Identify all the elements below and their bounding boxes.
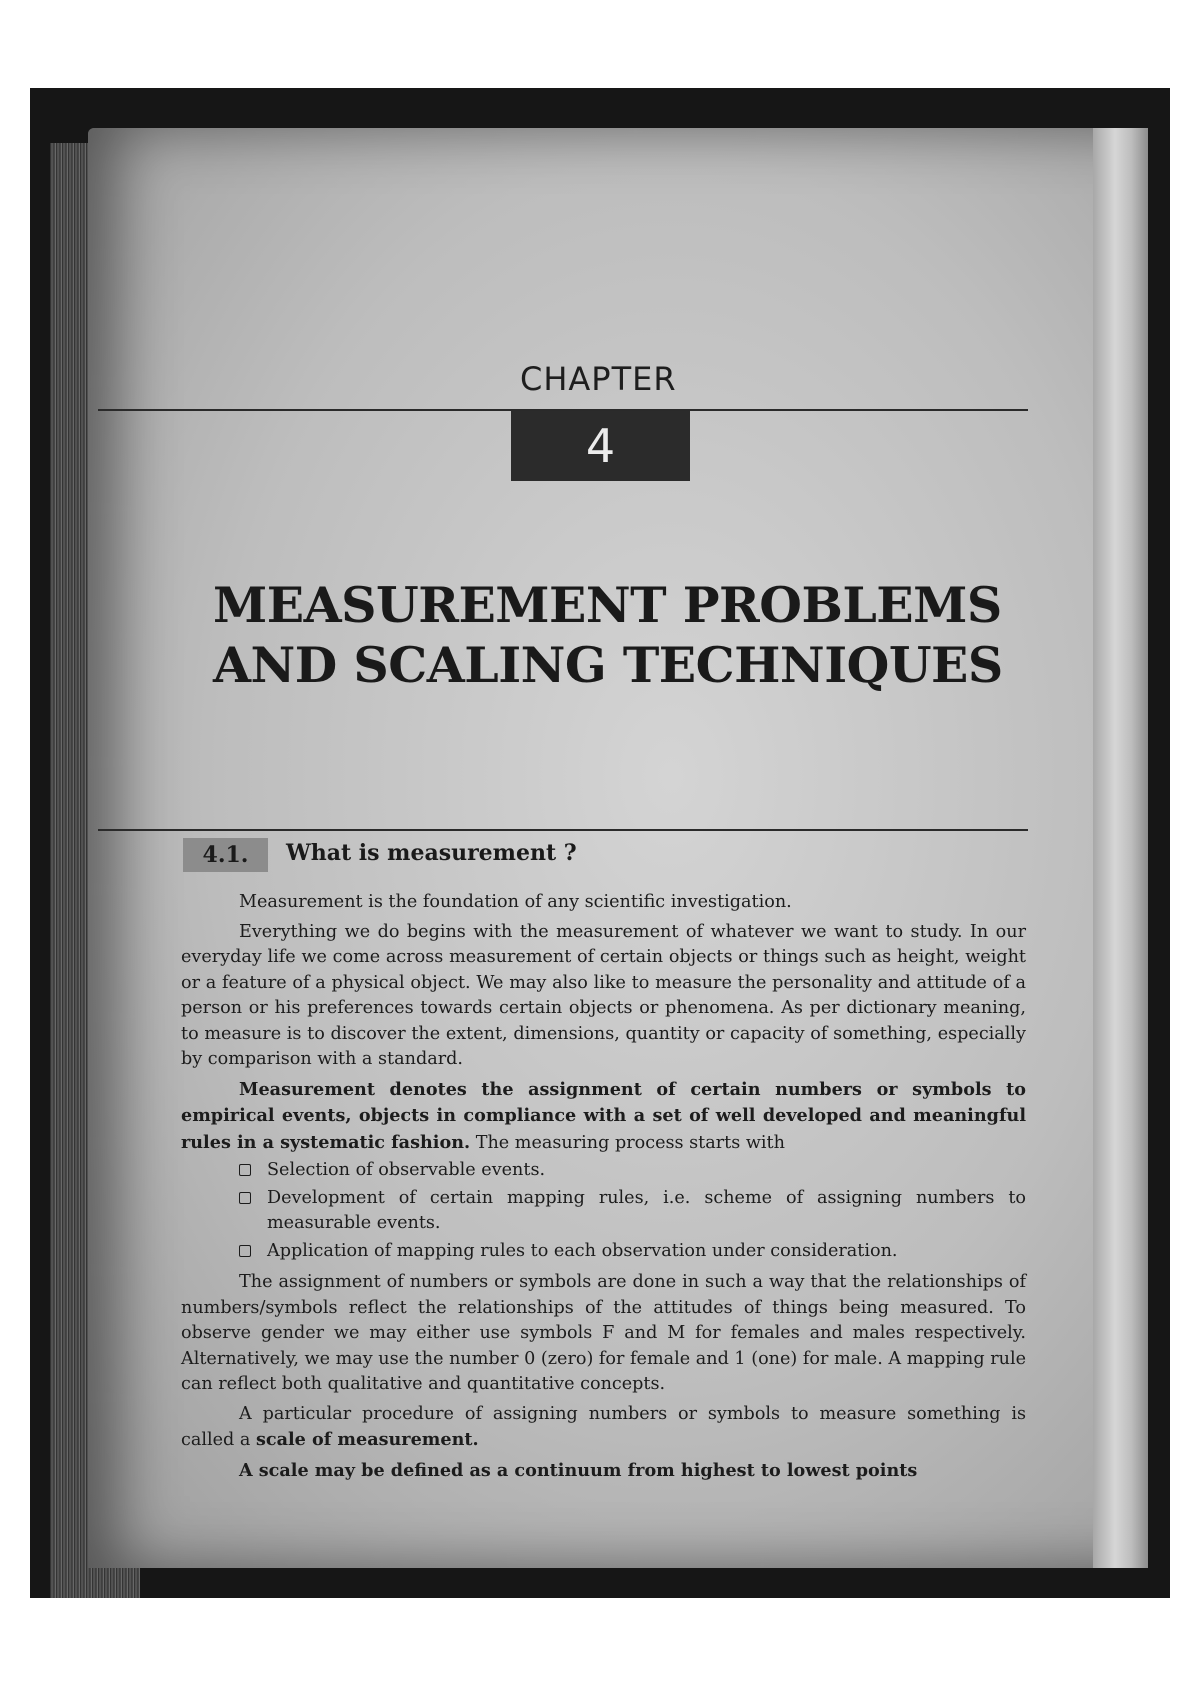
chapter-number: 4 (511, 411, 690, 481)
list-item: Application of mapping rules to each observation under consideration. (239, 1239, 1026, 1265)
checkbox-bullet-icon (239, 1192, 251, 1204)
chapter-title-line-2: AND SCALING TECHNIQUES (213, 636, 1003, 694)
book-photo (30, 88, 1170, 1598)
chapter-title (213, 575, 1013, 695)
chapter-label: CHAPTER (520, 360, 677, 398)
paragraph-5: A particular procedure of assigning numbers or symbols to measure something is called a scale of measurement. (181, 1403, 1026, 1450)
section-number: 4.1. (183, 838, 268, 872)
section-heading: What is measurement ? (286, 840, 577, 866)
paragraph-4: The assignment of numbers or symbols are done in such a way that the relationships of numbers/symbols reflect the relationships of the attitudes of things being measured. To observe gender we may either use symbols F and M for females and males respectively. Alternatively, we may use the number 0 (zero) for female and 1 (one) for male. A mapping rule can reflect both qualitative and quantitative concepts. (181, 1272, 1026, 1394)
paragraph-3-rest: The measuring process starts with (470, 1132, 785, 1153)
definition-bold: Measurement denotes the assignment of certain numbers or symbols to empirical events, objects in compliance with a set of well developed and meaningful rules in a systematic fashion. (181, 1078, 1026, 1153)
scale-term: scale of measurement. (255, 1429, 479, 1450)
paragraph-2: Everything we do begins with the measurement of whatever we want to study. In our everyday life we come across measurement of certain objects or things such as height, weight or a feature of a physical object. We may also like to measure the personality and attitude of a person or his preferences towards certain objects or phenomena. As per dictionary meaning, to measure is to discover the extent, dimensions, quantity or capacity of something, especially by comparison with a standard. (181, 921, 1026, 1069)
book-page (88, 128, 1148, 1568)
chapter-title-line-1: MEASUREMENT PROBLEMS (213, 576, 1002, 634)
body-text (181, 890, 1026, 1484)
checkbox-bullet-icon (239, 1164, 251, 1176)
paragraph-1: Measurement is the foundation of any scientific investigation. (239, 892, 792, 912)
process-steps-list (239, 1158, 1026, 1264)
list-item: Development of certain mapping rules, i.e. scheme of assigning numbers to measurable events. (239, 1186, 1026, 1237)
paragraph-3 (181, 1077, 1026, 1157)
paragraph-6: A scale may be defined as a continuum from highest to lowest points (239, 1459, 918, 1481)
checkbox-bullet-icon (239, 1245, 251, 1257)
page-right-edge (1093, 128, 1148, 1568)
list-item: Selection of observable events. (239, 1158, 1026, 1184)
section-rule (98, 829, 1028, 831)
